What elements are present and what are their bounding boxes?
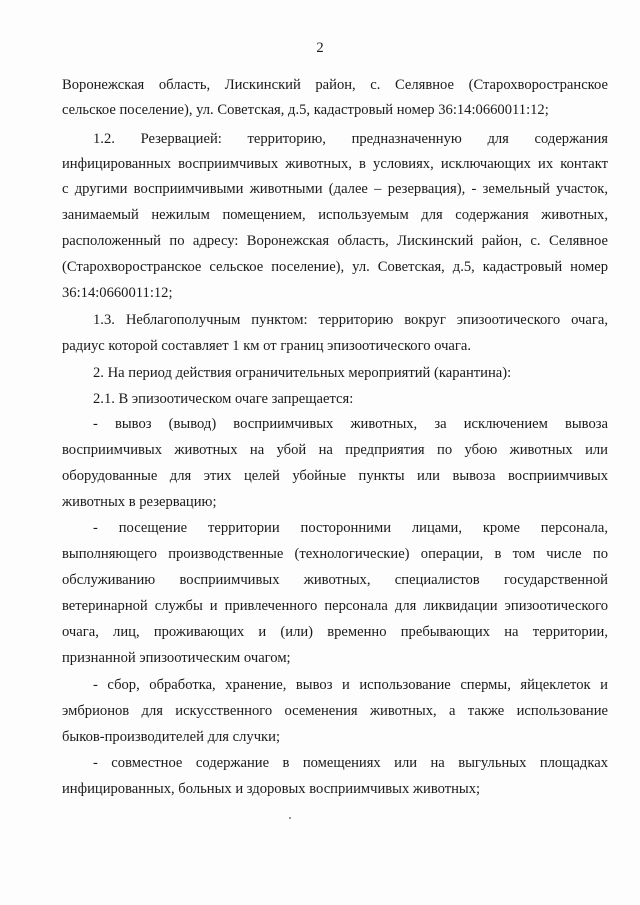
text-line: 2.1. В эпизоотическом очаге запрещается:: [93, 391, 354, 407]
text-line: 1.2. Резервацией: территорию, предназначенную для содержания: [93, 131, 608, 147]
text-line: признанной эпизоотическим очагом;: [62, 650, 291, 666]
text-line: - совместное содержание в помещениях или на выгульных площадках: [93, 755, 608, 771]
text-line: очага, лиц, проживающих и (или) временно пребывающих на территории,: [62, 624, 608, 640]
text-line: инфицированных, больных и здоровых восприимчивых животных;: [62, 781, 481, 797]
text-line: эмбрионов для искусственного осеменения животных, а также использование: [62, 703, 608, 719]
text-line: 36:14:0660011:12;: [62, 285, 173, 301]
text-line: Воронежская область, Лискинский район, с. Селявное (Старохвоространское: [62, 77, 608, 93]
text-line: 2. На период действия ограничительных мероприятий (карантина):: [93, 365, 512, 381]
text-line: восприимчивых животных на убой на предприятия по убою животных или: [62, 442, 608, 458]
text-line: (Старохвоространское сельское поселение), ул. Советская, д.5, кадастровый номер: [62, 259, 608, 275]
text-line: животных в резервацию;: [62, 494, 217, 510]
text-line: радиус которой составляет 1 км от границ эпизоотического очага.: [62, 338, 472, 354]
page-number: 2: [316, 40, 324, 56]
text-line: выполняющего производственные (технологические) операции, в том числе по: [62, 546, 608, 562]
text-line: - вывоз (вывод) восприимчивых животных, за исключением вывоза: [93, 416, 608, 432]
text-line: обслуживанию восприимчивых животных, специалистов государственной: [62, 572, 608, 588]
text-line: - посещение территории посторонними лицами, кроме персонала,: [93, 520, 608, 536]
text-line: инфицированных восприимчивых животных, в условиях, исключающих их контакт: [62, 156, 608, 172]
text-line: быков-производителей для случки;: [62, 729, 281, 745]
text-line: занимаемый нежилым помещением, используемым для содержания животных,: [62, 207, 608, 223]
text-line: расположенный по адресу: Воронежская область, Лискинский район, с. Селявное: [62, 233, 608, 249]
scan-speck: [289, 817, 291, 819]
text-line: оборудованные для этих целей убойные пункты или вывоза восприимчивых: [62, 468, 608, 484]
text-line: - сбор, обработка, хранение, вывоз и использование спермы, яйцеклеток и: [93, 677, 608, 693]
text-line: 1.3. Неблагополучным пунктом: территорию вокруг эпизоотического очага,: [93, 312, 608, 328]
text-line: ветеринарной службы и привлеченного персонала для ликвидации эпизоотического: [62, 598, 608, 614]
text-line: сельское поселение), ул. Советская, д.5, кадастровый номер 36:14:0660011:12;: [62, 102, 549, 118]
text-line: с другими восприимчивыми животными (далее – резервация), - земельный участок,: [62, 181, 608, 197]
